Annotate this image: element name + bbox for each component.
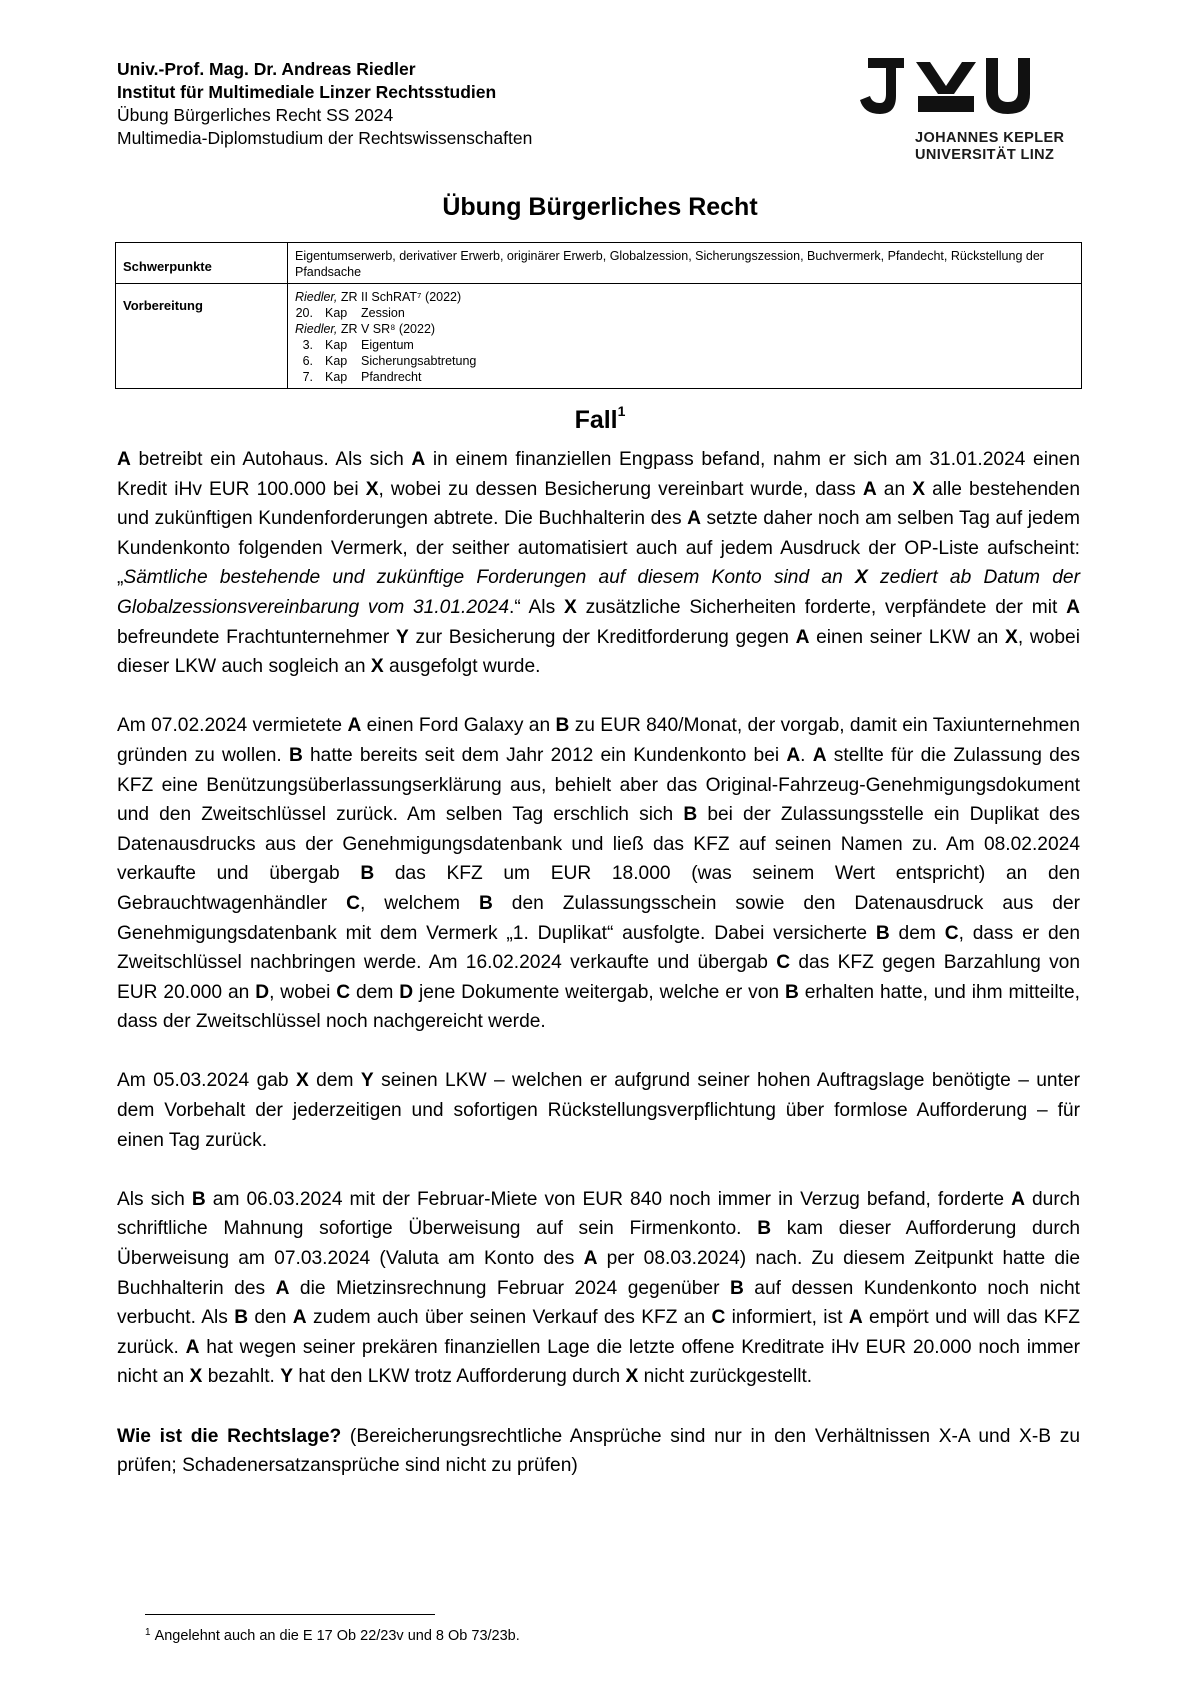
jku-wordmark-icon bbox=[858, 56, 1033, 118]
university-name bbox=[915, 130, 1064, 164]
topics-table bbox=[115, 242, 1082, 389]
study-program: Multimedia-Diplomstudium der Rechtswissenschaften bbox=[117, 128, 533, 148]
case-title bbox=[0, 403, 1200, 435]
chapter-number: 7. bbox=[302, 370, 313, 384]
preparation-list bbox=[288, 284, 1082, 389]
footnote-divider bbox=[145, 1614, 435, 1615]
chapter-label: Kap bbox=[325, 354, 348, 368]
chapter-number: 20. bbox=[295, 306, 313, 320]
table-row-preparation bbox=[116, 284, 1082, 389]
case-title-text: Fall bbox=[574, 406, 618, 434]
footnote-text: Angelehnt auch an die E 17 Ob 22/23v und 8 Ob 73/23b. bbox=[154, 1628, 520, 1644]
author-header bbox=[117, 58, 532, 150]
focus-text: Eigentumserwerb, derivativer Erwerb, originärer Erwerb, Globalzession, Sicherungszession, Buchvermerk, Pfandecht, Rückstellung der Pfandsache bbox=[288, 243, 1082, 284]
source-author: Riedler, bbox=[295, 290, 338, 304]
chapter-label: Kap bbox=[325, 370, 348, 384]
chapter-title: Zession bbox=[361, 306, 405, 320]
chapter-label: Kap bbox=[325, 306, 348, 320]
list-item bbox=[295, 337, 1075, 353]
table-row-focus bbox=[116, 243, 1082, 284]
source-title: ZR II SchRAT⁷ (2022) bbox=[337, 290, 462, 304]
case-paragraph: Am 07.02.2024 vermietete A einen Ford Galaxy an B zu EUR 840/Monat, der vorgab, damit ein Taxiunternehmen gründen zu wollen. B hatte bereits seit dem Jahr 2012 ein Kundenkonto bei A. A stellte für die Zulassung des KFZ eine Benützungsüberlassungserklärung aus, behielt aber das Original-Fahrzeug-Genehmigungsdokument und den Zweitschlüssel zurück. Am selben Tag erschlich sich B bei der Zulassungsstelle ein Duplikat des Datenausdrucks aus der Genehmigungsdatenbank und ließ das KFZ auf seinen Namen zu. Am 08.02.2024 verkaufte und übergab B das KFZ um EUR 18.000 (was seinem Wert entspricht) an den Gebrauchtwagenhändler C, welchem B den Zulassungsschein sowie den Datenausdruck aus der Genehmigungsdatenbank mit dem Vermerk „1. Duplikat“ ausfolgte. Dabei versicherte B dem C, dass er den Zweitschlüssel nachbringen werde. Am 16.02.2024 verkaufte und übergab C das KFZ gegen Barzahlung von EUR 20.000 an D, wobei C dem D jene Dokumente weitergab, welche er von B erhalten hatte, und ihm mitteilte, dass der Zweitschlüssel noch nachgereicht werde. bbox=[117, 715, 1081, 1033]
case-text bbox=[117, 445, 1080, 1510]
chapter-number: 6. bbox=[302, 354, 313, 368]
list-item bbox=[295, 369, 1075, 385]
chapter-label: Kap bbox=[325, 338, 348, 352]
chapter-number: 3. bbox=[302, 338, 313, 352]
source-title: ZR V SR⁸ (2022) bbox=[337, 322, 436, 336]
document-title: Übung Bürgerliches Recht bbox=[442, 193, 758, 221]
course-name: Übung Bürgerliches Recht SS 2024 bbox=[117, 105, 394, 125]
university-name-line2: UNIVERSITÄT LINZ bbox=[915, 147, 1055, 163]
chapter-title: Pfandrecht bbox=[361, 370, 422, 384]
list-item bbox=[295, 353, 1075, 369]
list-item bbox=[295, 305, 1075, 321]
author-name: Univ.-Prof. Mag. Dr. Andreas Riedler bbox=[117, 59, 416, 79]
institute-name: Institut für Multimediale Linzer Rechtsstudien bbox=[117, 82, 497, 102]
preparation-label: Vorbereitung bbox=[116, 284, 288, 389]
focus-label: Schwerpunkte bbox=[116, 243, 288, 284]
case-paragraph: Wie ist die Rechtslage? (Bereicherungsrechtliche Ansprüche sind nur in den Verhältnissen X-A und X-B zu prüfen; Schadenersatzansprüche sind nicht zu prüfen) bbox=[117, 1425, 1080, 1477]
case-paragraph: Als sich B am 06.03.2024 mit der Februar-Miete von EUR 840 noch immer in Verzug befand, forderte A durch schriftliche Mahnung sofortige Überweisung auf sein Firmenkonto. B kam dieser Aufforderung durch Überweisung am 07.03.2024 (Valuta am Konto des A per 08.03.2024) nach. Zu diesem Zeitpunkt hatte die Buchhalterin des A die Mietzinsrechnung Februar 2024 gegenüber B auf dessen Kundenkonto noch nicht verbucht. Als B den A zudem auch über seinen Verkauf des KFZ an C informiert, ist A empört und will das KFZ zurück. A hat wegen seiner prekären finanziellen Lage die letzte offene Kreditrate iHv EUR 20.000 noch immer nicht an X bezahlt. Y hat den LKW trotz Aufforderung durch X nicht zurückgestellt. bbox=[117, 1188, 1081, 1388]
chapter-title: Eigentum bbox=[361, 338, 414, 352]
footnote-mark: 1 bbox=[145, 1627, 151, 1638]
footnote bbox=[145, 1628, 520, 1644]
preparation-source-2 bbox=[295, 321, 1075, 337]
jku-logo bbox=[858, 56, 1078, 166]
case-paragraph: Am 05.03.2024 gab X dem Y seinen LKW – welchen er aufgrund seiner hohen Auftragslage benötigte – unter dem Vorbehalt der jederzeitigen und sofortigen Rückstellungsverpflichtung über formlose Aufforderung – für einen Tag zurück. bbox=[117, 1070, 1080, 1151]
preparation-source-1 bbox=[295, 289, 1075, 305]
case-paragraph: A betreibt ein Autohaus. Als sich A in einem finanziellen Engpass befand, nahm er sich am 31.01.2024 einen Kredit iHv EUR 100.000 bei X, wobei zu dessen Besicherung vereinbart wurde, dass A an X alle bestehenden und zukünftigen Kundenforderungen abtrete. Die Buchhalterin des A setzte daher noch am selben Tag auf jedem Kundenkonto folgenden Vermerk, der seither automatisiert auch auf jedem Ausdruck der OP-Liste aufscheint: „Sämtliche bestehende und zukünftige Forderungen auf diesem Konto sind an X zediert ab Datum der Globalzessionsvereinbarung vom 31.01.2024.“ Als X zusätzliche Sicherheiten forderte, verpfändete der mit A befreundete Frachtunternehmer Y zur Besicherung der Kreditforderung gegen A einen seiner LKW an X, wobei dieser LKW auch sogleich an X ausgefolgt wurde. bbox=[117, 449, 1081, 678]
university-name-line1: JOHANNES KEPLER bbox=[915, 130, 1065, 146]
chapter-title: Sicherungsabtretung bbox=[361, 354, 477, 368]
source-author: Riedler, bbox=[295, 322, 338, 336]
footnote-reference: 1 bbox=[617, 403, 626, 419]
